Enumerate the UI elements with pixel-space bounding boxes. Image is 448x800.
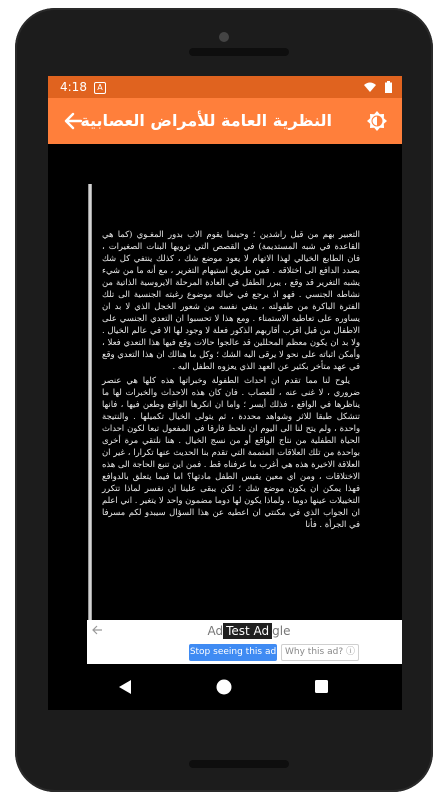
bottom-speaker	[189, 760, 289, 768]
nav-recents-icon[interactable]	[315, 680, 328, 693]
page-edge	[88, 184, 92, 620]
page-paragraph: التعبير بهم من قبل راشدين ؛ وحينما يقوم الاب بدور المغـوي (كما هي القاعدة في شبه المستديمة) في القصص التي ترويها البنات الصغيرات ، فان الطابع الخيالي لهذا الاتهام لا يعود موضع شك ، كذلك ينتفي كل شك بصدد الدافع الى اختلاقه . فمن طريق استيهام التغرير ، مع أنه ما من شيء يشبه التغرير قد وقع ، يبرر الطفل في العادة المرحلة الايروسية الذاتية من نشاطه الجنسي . فهو اذ يرجع في خياله موضوع رغبته الجنسية الى تلك الفترة الباكرة من طفولته ، ينفي نفسه من شعور الخجل الذي لا بد ان يساوره على تعاطيه الاستمناء . ومع هذا لا تحسبوا ان التعدي الجنسي على الاطفال من قبل اقرب أقاربهم الذكور فعلة لا وجود لها الا في عالم الخيال . ولا بد ان يكون معظم المحللين قد عالجوا حالات وقع فيها هذا التعدي فعلا ، وأمكن اثباته على نحو لا يرقى اليه الشك ؛ وكل ما هنالك ان هذا التعدي وقع في عهد متأخر بكثير عن العهد الذي يعزوه الطفل اليه .	[102, 229, 360, 371]
wifi-icon	[364, 81, 376, 93]
brightness-icon[interactable]	[366, 110, 388, 132]
device-screen	[48, 76, 402, 710]
battery-icon	[385, 81, 392, 93]
why-this-ad-button[interactable]: Why this ad? ⓘ	[281, 644, 359, 661]
test-ad-badge: Test Ad	[223, 623, 272, 639]
front-camera	[219, 32, 229, 42]
nav-back-icon[interactable]	[119, 680, 131, 694]
app-toolbar	[48, 98, 402, 144]
top-speaker	[189, 48, 289, 56]
status-time: 4:18	[60, 80, 87, 94]
book-page-viewer[interactable]	[48, 144, 402, 620]
system-navigation-bar	[48, 664, 402, 710]
book-page-text	[102, 228, 360, 530]
nav-home-icon[interactable]	[216, 679, 232, 695]
stop-seeing-ad-button[interactable]: Stop seeing this ad	[189, 644, 277, 661]
notification-a-icon: A	[94, 82, 106, 94]
ad-title	[87, 622, 402, 640]
ad-banner[interactable]	[87, 620, 402, 664]
status-bar	[48, 76, 402, 98]
page-paragraph: يلوح لنا مما تقدم ان احداث الطفولة وخبراتها هذه كلها هي عنصر ضروري ، لا غنى عنه ، للعصاب . فان كان هذه الاحداث والخبرات لها ما يناظرها في الواقع ، فذلك أيسر ؛ واما ان انكرها الواقع وطعن فيها ، فانها تتشكل طبقا للاثر وشواهد محددة ، ثم يتولى الخيال تكميلها . والنتيجة واحدة ، ولم يتح لنا الى اليوم ان نلحظ فارقا في المفعول تبعا لكون احداث الحياة الطفلية من نتاج الواقع أو من نسج الخيال . هنا نلتقي مرة أخرى بواحدة من تلك العلاقات المتممة التي تقدم بنا الحديث عنها تكرارا ، غير ان العلاقة الاخيرة هذه هي أغرب ما عرفناه قط . فمن اين تنبع الحاجة الى هذه الاختلاقات ، ومن اي معين يقيس الطفل مادتها؟ اما فيما يتعلق بالدوافع فهذا يمكن ان يكون موضع شك ؛ لكن يبقى علينا ان نفسر لماذا تتكرر التخييلات عينها دوما ، ولماذا يكون لها دوما مضمون واحد لا يتغير . اني اعلم ان الجواب الذي في مكنتي ان اعطيه عن هذا السؤال سيبدو لكم مسرفا في الجرأة . فأنا	[102, 375, 360, 529]
page-title: النظرية العامة للأمراض العصابية	[80, 111, 332, 130]
ad-title-right: gle	[272, 624, 291, 638]
ad-title-left: Ad	[207, 624, 224, 638]
